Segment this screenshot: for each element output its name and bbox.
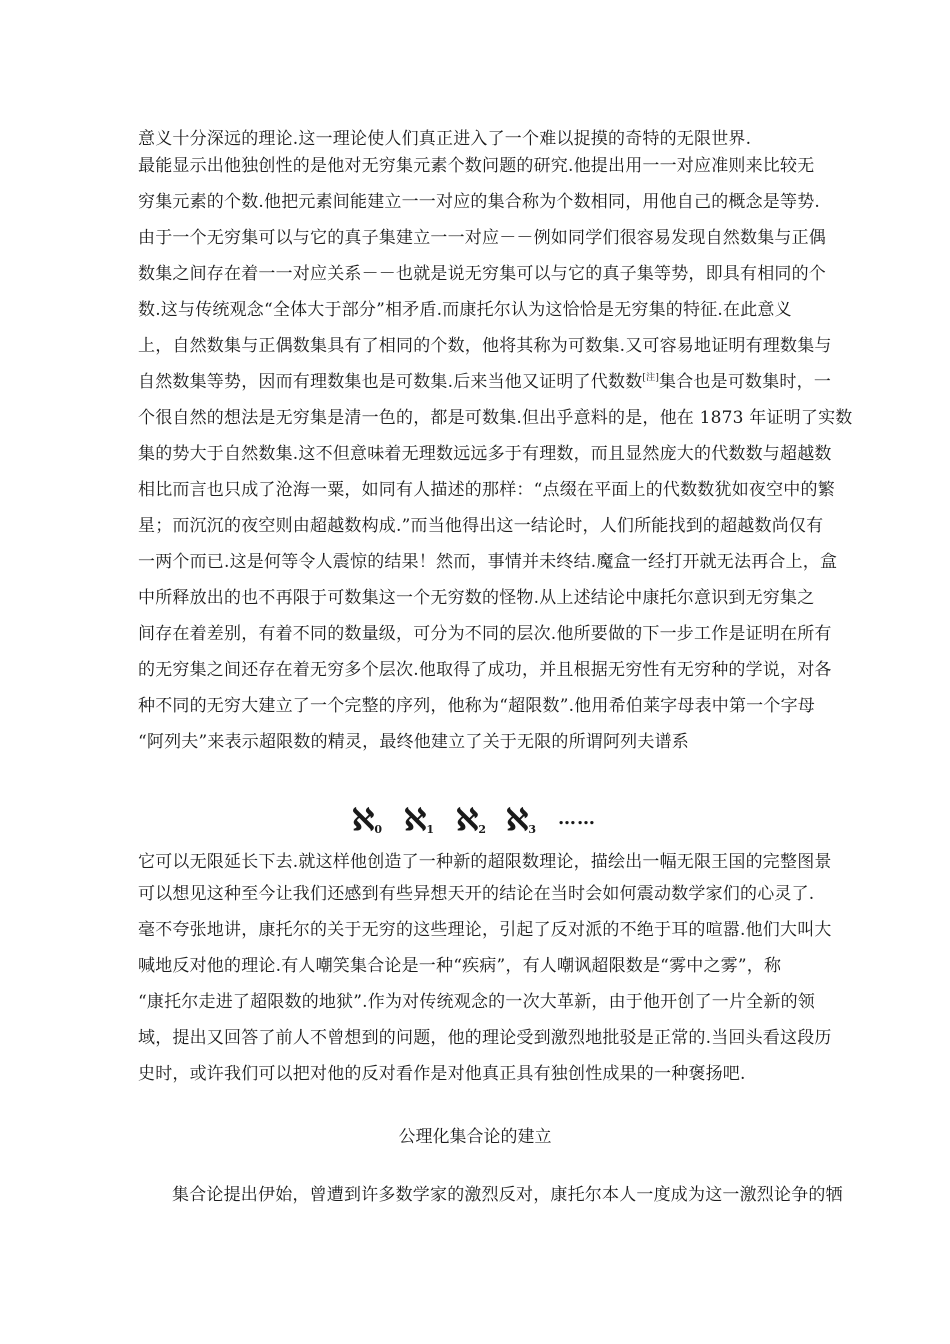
text-line: 数集之间存在着一一对应关系－－也就是说无穷集可以与它的真子集等势，即具有相同的个 — [138, 264, 826, 284]
text-line: 一两个而已.这是何等令人震惊的结果！然而，事情并未终结.魔盒一经打开就无法再合上，盒 — [138, 552, 838, 572]
text-line: 可以想见这种至今让我们还感到有些异想天开的结论在当时会如何震动数学家们的心灵了. — [138, 884, 815, 904]
text-line: 星；而沉沉的夜空则由超越数构成.”而当他得出这一结论时，人们所能找到的超越数尚仅有 — [138, 516, 824, 536]
aleph-sequence-figure — [352, 803, 596, 844]
aleph-symbol: ℵ — [456, 803, 479, 838]
aleph-subscript: 2 — [478, 823, 487, 836]
text-line: 数.这与传统观念“全体大于部分”相矛盾.而康托尔认为这恰恰是无穷集的特征.在此意义 — [138, 300, 792, 320]
aleph-subscript: 0 — [374, 823, 383, 836]
text-line: 相比而言也只成了沧海一粟，如同有人描述的那样：“点缀在平面上的代数数犹如夜空中的繁 — [138, 480, 835, 500]
text-line: 史时，或许我们可以把对他的反对看作是对他真正具有独创性成果的一种褒扬吧. — [138, 1064, 746, 1084]
text-line: 穷集元素的个数.他把元素间能建立一一对应的集合称为个数相同，用他自己的概念是等势. — [138, 192, 821, 212]
text-line: 间存在着差别，有着不同的数量级，可分为不同的层次.他所要做的下一步工作是证明在所有 — [138, 624, 832, 644]
text-line: 集的势大于自然数集.这不但意味着无理数远远多于有理数，而且显然庞大的代数数与超越数 — [138, 444, 832, 464]
text-line: 集合论提出伊始，曾遭到许多数学家的激烈反对，康托尔本人一度成为这一激烈论争的牺 — [172, 1185, 843, 1205]
aleph-0 — [352, 804, 382, 847]
text-line: “康托尔走进了超限数的地狱”.作为对传统观念的一次大革新，由于他开创了一片全新的领 — [138, 992, 815, 1012]
text-line: 意义十分深远的理论.这一理论使人们真正进入了一个难以捉摸的奇特的无限世界. — [138, 129, 752, 149]
footnote-marker: [注] — [642, 373, 660, 383]
aleph-subscript: 3 — [528, 823, 537, 836]
aleph-subscript: 1 — [426, 823, 435, 836]
aleph-symbol: ℵ — [404, 803, 427, 838]
text-line: 喊地反对他的理论.有人嘲笑集合论是一种“疾病”，有人嘲讽超限数是“雾中之雾”，称 — [138, 956, 782, 976]
aleph-3 — [506, 804, 536, 847]
text-line: 最能显示出他独创性的是他对无穷集元素个数问题的研究.他提出用一一对应准则来比较无 — [138, 156, 815, 176]
text-line: 种不同的无穷大建立了一个完整的序列，他称为“超限数”.他用希伯莱字母表中第一个字母 — [138, 696, 815, 716]
text-line: 由于一个无穷集可以与它的真子集建立一一对应－－例如同学们很容易发现自然数集与正偶 — [138, 228, 826, 248]
text-line: 的无穷集之间还存在着无穷多个层次.他取得了成功，并且根据无穷性有无穷种的学说，对各 — [138, 660, 832, 680]
text-segment: 集合也是可数集时，一 — [659, 372, 832, 392]
text-line: “阿列夫”来表示超限数的精灵，最终他建立了关于无限的所谓阿列夫谱系 — [138, 732, 689, 752]
aleph-1 — [404, 804, 434, 847]
text-line — [138, 371, 831, 393]
text-segment: 自然数集等势，因而有理数集也是可数集.后来当他又证明了代数数 — [138, 372, 643, 392]
ellipsis: …… — [558, 808, 596, 829]
text-line: 域，提出又回答了前人不曾想到的问题，他的理论受到激烈地批驳是正常的.当回头看这段历 — [138, 1028, 832, 1048]
text-line: 毫不夸张地讲，康托尔的关于无穷的这些理论，引起了反对派的不绝于耳的喧嚣.他们大叫大 — [138, 920, 832, 940]
aleph-2 — [456, 804, 486, 847]
aleph-symbol: ℵ — [506, 803, 529, 838]
text-line: 个很自然的想法是无穷集是清一色的，都是可数集.但出乎意料的是，他在 1873 年证明了实数 — [138, 408, 853, 428]
text-line: 它可以无限延长下去.就这样他创造了一种新的超限数理论，描绘出一幅无限王国的完整图景 — [138, 852, 832, 872]
aleph-symbol: ℵ — [352, 803, 375, 838]
section-heading: 公理化集合论的建立 — [398, 1127, 552, 1147]
text-line: 中所释放出的也不再限于可数集这一个无穷数的怪物.从上述结论中康托尔意识到无穷集之 — [138, 588, 815, 608]
text-line: 上，自然数集与正偶数集具有了相同的个数，他将其称为可数集.又可容易地证明有理数集与 — [138, 336, 832, 356]
